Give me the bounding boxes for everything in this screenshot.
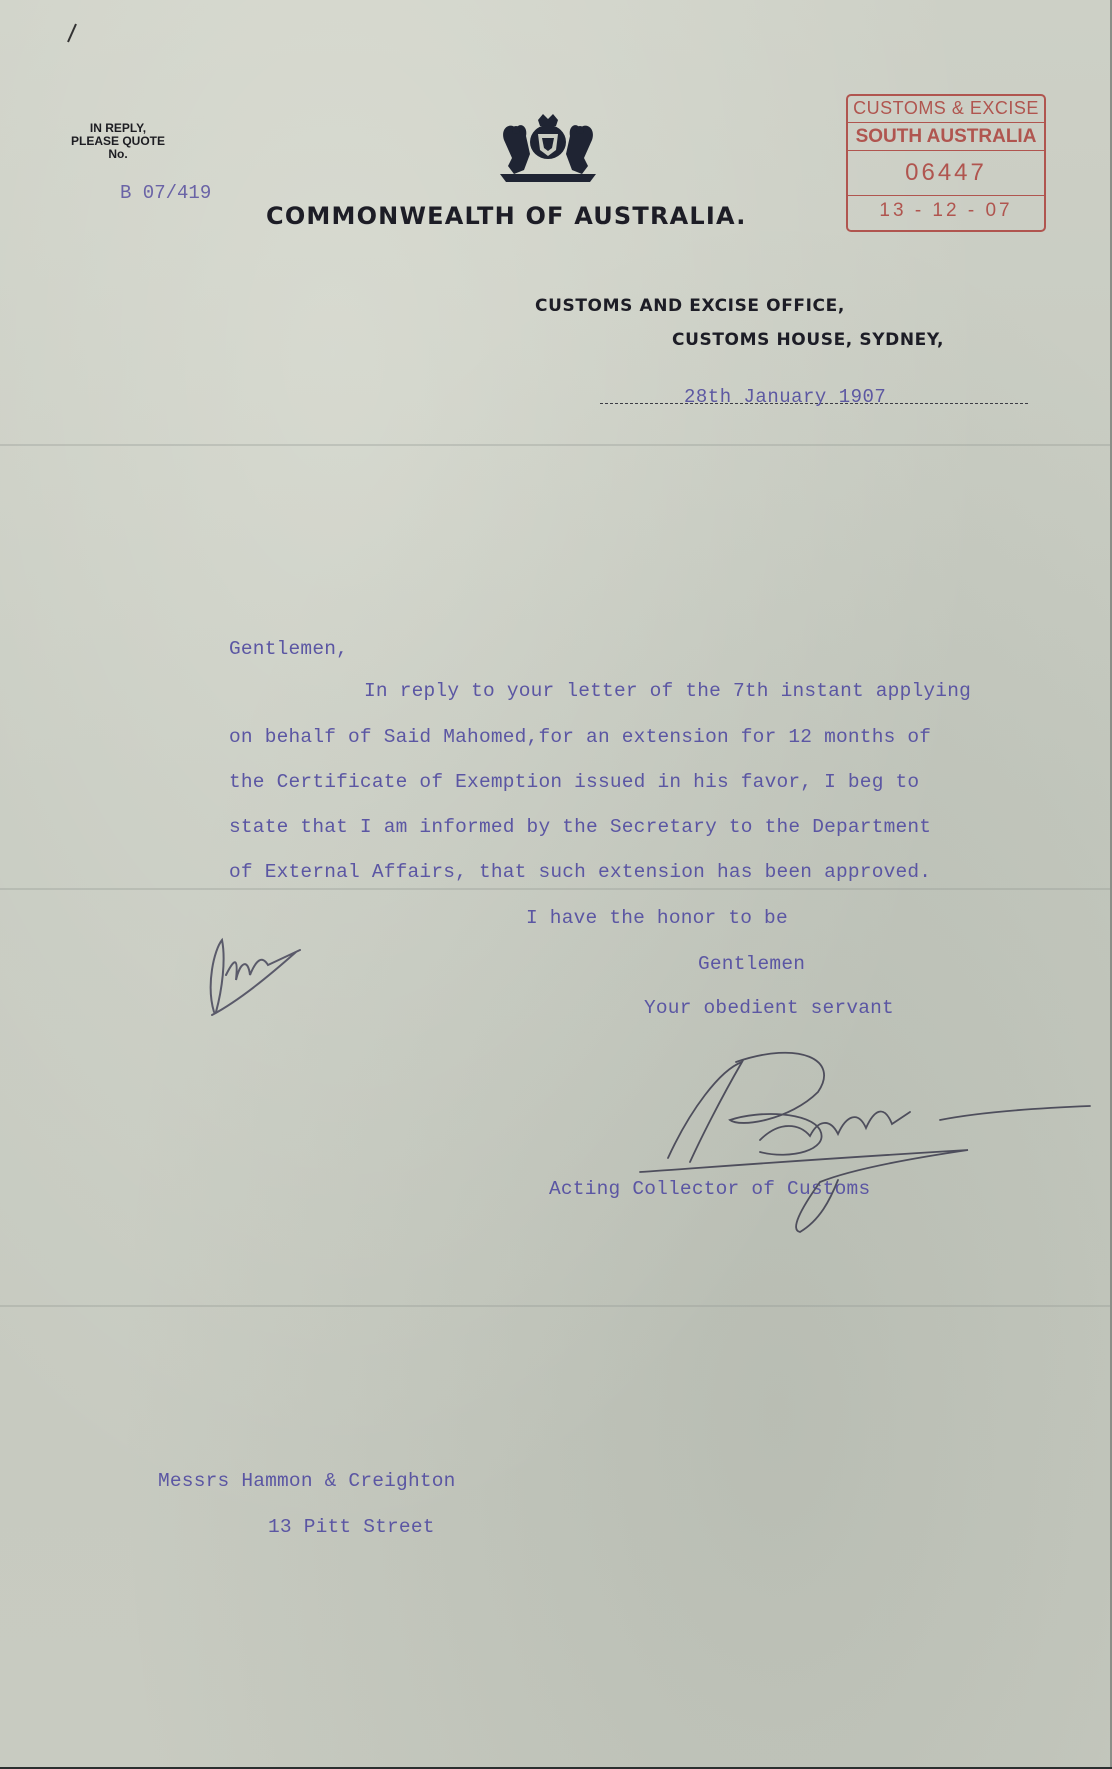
reply-label-line1: IN REPLY, — [89, 121, 147, 135]
body-line: the Certificate of Exemption issued in his favor, I beg to — [229, 771, 920, 793]
closing-line: Gentlemen — [698, 953, 806, 975]
stamp-line1: CUSTOMS & EXCISE — [848, 96, 1044, 123]
body-line: on behalf of Said Mahomed,for an extension for 12 months of — [229, 726, 932, 748]
letter-date: 28th January 1907 — [684, 386, 887, 408]
office-address-line2: CUSTOMS HOUSE, SYDNEY, — [672, 330, 945, 350]
letterhead-title: COMMONWEALTH OF AUSTRALIA. — [266, 202, 747, 230]
stamp-line2: SOUTH AUSTRALIA — [848, 123, 1044, 151]
body-line: of External Affairs, that such extension has been approved. — [229, 861, 932, 883]
body-line: state that I am informed by the Secretary to the Department — [229, 816, 932, 838]
body-line: In reply to your letter of the 7th instant applying — [364, 680, 971, 702]
reply-label-line2: PLEASE QUOTE — [70, 134, 165, 148]
addressee-name: Messrs Hammon & Creighton — [158, 1470, 456, 1492]
signature-mark — [640, 1053, 1090, 1232]
paper-fold-line — [0, 1305, 1110, 1307]
addressee-street: 13 Pitt Street — [268, 1516, 435, 1538]
closing-line: I have the honor to be — [526, 907, 788, 929]
reference-number: B 07/419 — [120, 182, 212, 204]
signatory-title: Acting Collector of Customs — [549, 1178, 871, 1200]
coat-of-arms-icon — [494, 114, 602, 184]
reply-label-line3: No. — [108, 147, 128, 161]
paper-fold-line — [0, 444, 1110, 446]
customs-received-stamp — [846, 94, 1046, 232]
office-address-line1: CUSTOMS AND EXCISE OFFICE, — [535, 296, 845, 316]
initials-mark — [211, 940, 300, 1015]
stamp-date: 13 - 12 - 07 — [879, 200, 1013, 221]
paper-fold-line — [0, 888, 1110, 890]
stamp-number: 06447 — [848, 151, 1044, 196]
tick-mark — [68, 24, 76, 42]
salutation: Gentlemen, — [229, 638, 349, 660]
reply-quote-label — [48, 122, 188, 161]
closing-line: Your obedient servant — [644, 997, 894, 1019]
